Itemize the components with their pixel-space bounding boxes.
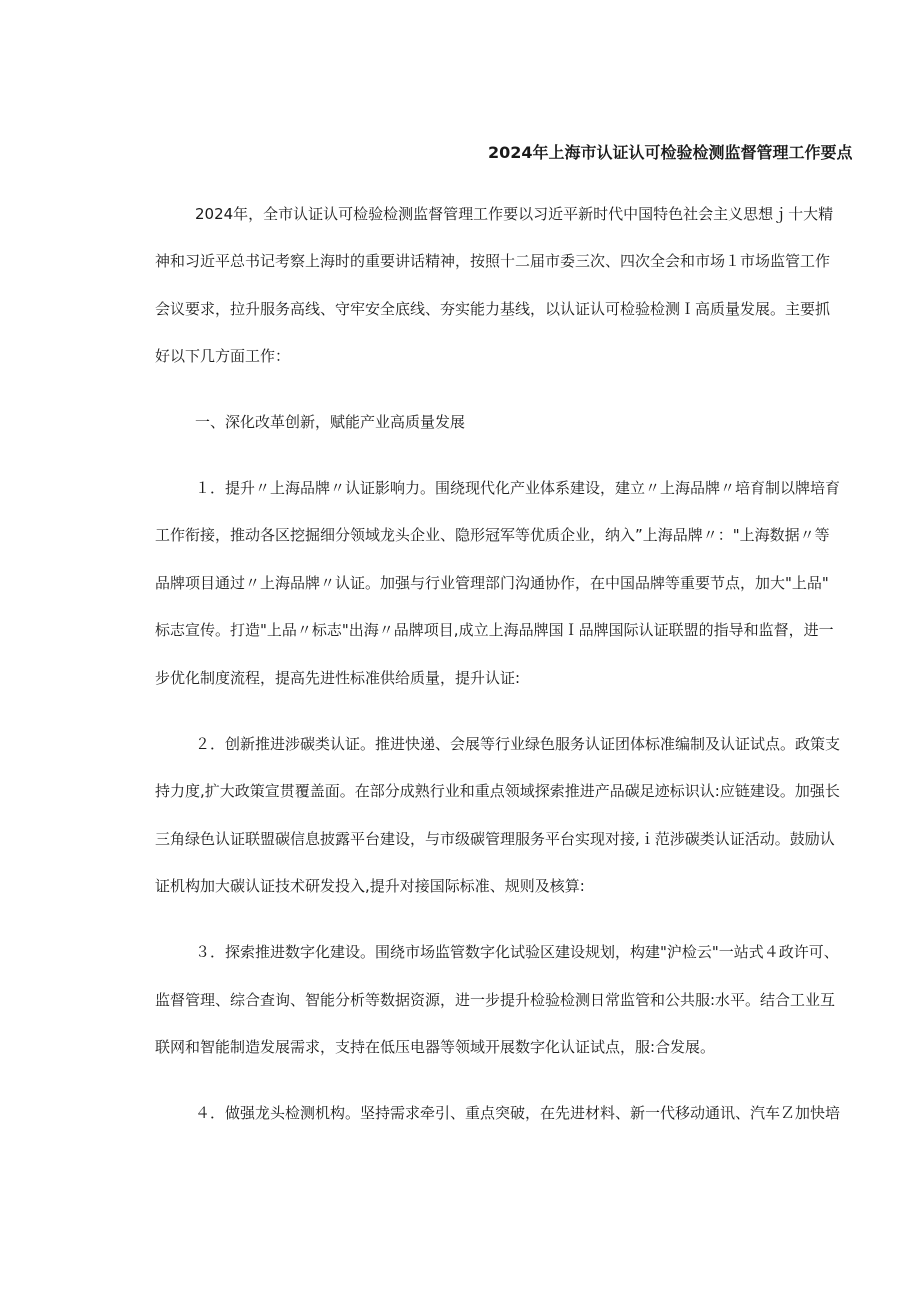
intro-line-1: 2024年，全市认证认可检验检测监督管理工作要以习近平新时代中国特色社会主义思想ｊ十大精 xyxy=(195,205,834,223)
item1-line-5: 步优化制度流程，提高先进性标准供给质量，提升认证: xyxy=(155,669,521,687)
item4-line-1: ４．做强龙头检测机构。坚持需求牵引、重点突破，在先进材料、新一代移动通讯、汽车Ｚ加快培 xyxy=(195,1104,841,1122)
intro-line-3: 会议要求，拉升服务高线、守牢安全底线、夯实能力基线，以认证认可检验检测Ｉ高质量发展。主要抓 xyxy=(155,300,831,318)
document-title: 2024年上海市认证认可检验检测监督管理工作要点 xyxy=(488,143,853,162)
item1-line-3: 品牌项目通过〃上海品牌〃认证。加强与行业管理部门沟通协作，在中国品牌等重要节点，加大"上品" xyxy=(155,574,829,592)
item1-line-4: 标志宣传。打造"上品〃标志"出海〃品牌项目,成立上海品牌国Ｉ品牌国际认证联盟的指导和监督，进一 xyxy=(155,621,834,639)
item3-line-2: 监督管理、综合查询、智能分析等数据资源，进一步提升检验检测日常监管和公共服:水平。结合工业互 xyxy=(155,991,836,1009)
item1-line-2: 工作衔接，推动各区挖掘细分领域龙头企业、隐形冠军等优质企业，纳入”上海品牌〃："上海数据〃等 xyxy=(155,526,830,544)
item2-line-1: ２．创新推进涉碳类认证。推进快递、会展等行业绿色服务认证团体标准编制及认证试点。政策支 xyxy=(195,735,841,753)
intro-line-4: 好以下几方面工作： xyxy=(155,347,291,365)
item2-line-3: 三角绿色认证联盟碳信息披露平台建设，与市级碳管理服务平台实现对接,ｉ范涉碳类认证活动。鼓励认 xyxy=(155,830,835,848)
item2-line-4: 证机构加大碳认证技术研发投入,提升对接国际标准、规则及核算: xyxy=(155,877,585,895)
item1-line-1: １．提升〃上海品牌〃认证影响力。围绕现代化产业体系建设，建立〃上海品牌〃培育制以牌培育 xyxy=(195,479,841,497)
item3-line-1: ３．探索推进数字化建设。围绕市场监管数字化试验区建设规划，构建"沪检云"一站式４政许可、 xyxy=(195,943,839,961)
item3-line-3: 联网和智能制造发展需求，支持在低压电器等领域开展数字化认证试点，服:合发展。 xyxy=(155,1038,716,1056)
intro-line-2: 神和习近平总书记考察上海时的重要讲话精神，按照十二届市委三次、四次全会和市场１市场监管工作 xyxy=(155,252,831,270)
section-heading: 一、深化改革创新，赋能产业高质量发展 xyxy=(195,413,466,431)
item2-line-2: 持力度,扩大政策宣贯覆盖面。在部分成熟行业和重点领域探索推进产品碳足迹标识认:应链建设。加强长 xyxy=(155,782,840,800)
